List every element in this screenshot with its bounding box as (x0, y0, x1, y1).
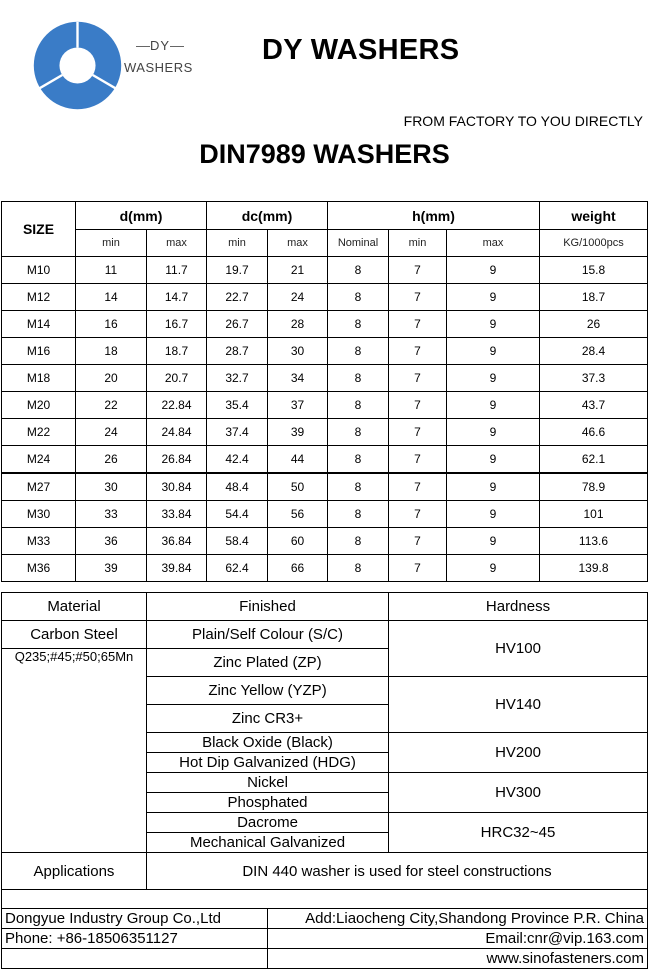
value-cell: 7 (389, 392, 447, 419)
value-cell: 8 (328, 257, 389, 284)
value-cell: 9 (447, 555, 540, 582)
value-cell: 9 (447, 284, 540, 311)
value-cell: 28 (268, 311, 328, 338)
value-cell: 9 (447, 419, 540, 446)
table-row (2, 392, 648, 419)
value-cell: 9 (447, 392, 540, 419)
table-row (2, 365, 648, 392)
value-cell: 8 (328, 473, 389, 501)
finished-header: Finished (147, 593, 389, 621)
material-blank (2, 833, 147, 853)
value-cell: 11.7 (147, 257, 207, 284)
value-cell: 66 (268, 555, 328, 582)
material-blank (2, 773, 147, 793)
value-cell: 7 (389, 338, 447, 365)
value-cell: 20 (76, 365, 147, 392)
hardness-header: Hardness (389, 593, 648, 621)
value-cell: 11 (76, 257, 147, 284)
value-cell: 7 (389, 311, 447, 338)
value-cell: 39 (268, 419, 328, 446)
size-cell: M12 (2, 284, 76, 311)
footer (1, 889, 648, 969)
header-weight: weight (540, 202, 648, 230)
value-cell: 60 (268, 528, 328, 555)
subheader-cell: min (207, 230, 268, 257)
washer-logo-icon (30, 18, 125, 113)
value-cell: 35.4 (207, 392, 268, 419)
tagline: FROM FACTORY TO YOU DIRECTLY (403, 113, 643, 129)
value-cell: 39.84 (147, 555, 207, 582)
value-cell: 7 (389, 501, 447, 528)
header-d: d(mm) (76, 202, 207, 230)
value-cell: 16.7 (147, 311, 207, 338)
size-cell: M22 (2, 419, 76, 446)
value-cell: 7 (389, 473, 447, 501)
value-cell: 8 (328, 311, 389, 338)
value-cell: 36 (76, 528, 147, 555)
company-address: Add:Liaocheng City,Shandong Province P.R. China (268, 909, 648, 929)
subheader-cell: max (447, 230, 540, 257)
value-cell: 43.7 (540, 392, 648, 419)
dimension-table (1, 201, 648, 582)
size-cell: M18 (2, 365, 76, 392)
value-cell: 9 (447, 528, 540, 555)
subheader-cell: min (76, 230, 147, 257)
value-cell: 9 (447, 257, 540, 284)
hardness-value: HV300 (389, 773, 648, 813)
value-cell: 50 (268, 473, 328, 501)
table-row (2, 555, 648, 582)
value-cell: 42.4 (207, 446, 268, 474)
table-row (2, 419, 648, 446)
value-cell: 16 (76, 311, 147, 338)
value-cell: 37 (268, 392, 328, 419)
value-cell: 18.7 (147, 338, 207, 365)
hardness-value: HV200 (389, 733, 648, 773)
finish-item: Plain/Self Colour (S/C) (147, 621, 389, 649)
value-cell: 19.7 (207, 257, 268, 284)
table-row (2, 284, 648, 311)
finish-item: Dacrome (147, 813, 389, 833)
value-cell: 33.84 (147, 501, 207, 528)
value-cell: 22 (76, 392, 147, 419)
value-cell: 30 (76, 473, 147, 501)
table-row (2, 501, 648, 528)
value-cell: 8 (328, 501, 389, 528)
value-cell: 9 (447, 473, 540, 501)
value-cell: 24 (76, 419, 147, 446)
value-cell: 18 (76, 338, 147, 365)
value-cell: 26 (540, 311, 648, 338)
value-cell: 14 (76, 284, 147, 311)
value-cell: 30 (268, 338, 328, 365)
value-cell: 26.84 (147, 446, 207, 474)
finish-item: Zinc Yellow (YZP) (147, 677, 389, 705)
subheader-cell: KG/1000pcs (540, 230, 648, 257)
value-cell: 37.4 (207, 419, 268, 446)
header-dc: dc(mm) (207, 202, 328, 230)
value-cell: 7 (389, 446, 447, 474)
value-cell: 8 (328, 365, 389, 392)
hardness-value: HV140 (389, 677, 648, 733)
footer-spacer (2, 890, 648, 909)
value-cell: 9 (447, 311, 540, 338)
value-cell: 44 (268, 446, 328, 474)
material-blank (2, 813, 147, 833)
table-subheader-row (2, 230, 648, 257)
value-cell: 37.3 (540, 365, 648, 392)
spec-table (1, 592, 648, 890)
size-cell: M16 (2, 338, 76, 365)
hardness-value: HV100 (389, 621, 648, 677)
value-cell: 24 (268, 284, 328, 311)
value-cell: 28.7 (207, 338, 268, 365)
header (0, 0, 649, 200)
subheader-cell: Nominal (328, 230, 389, 257)
value-cell: 139.8 (540, 555, 648, 582)
value-cell: 26.7 (207, 311, 268, 338)
table-row (2, 473, 648, 501)
material-carbon-steel: Carbon Steel (2, 621, 147, 649)
table-row (2, 528, 648, 555)
finish-item: Zinc Plated (ZP) (147, 649, 389, 677)
value-cell: 7 (389, 528, 447, 555)
value-cell: 20.7 (147, 365, 207, 392)
value-cell: 101 (540, 501, 648, 528)
value-cell: 8 (328, 555, 389, 582)
applications-label: Applications (2, 853, 147, 890)
value-cell: 9 (447, 446, 540, 474)
finish-item: Hot Dip Galvanized (HDG) (147, 753, 389, 773)
value-cell: 33 (76, 501, 147, 528)
company-phone: Phone: +86-18506351127 (2, 929, 268, 949)
finish-item: Black Oxide (Black) (147, 733, 389, 753)
finish-item: Mechanical Galvanized (147, 833, 389, 853)
table-row (2, 257, 648, 284)
value-cell: 22.84 (147, 392, 207, 419)
table-row (2, 311, 648, 338)
material-blank (2, 753, 147, 773)
value-cell: 54.4 (207, 501, 268, 528)
footer-blank-cell (2, 949, 268, 969)
value-cell: 8 (328, 284, 389, 311)
table-header-row (2, 202, 648, 230)
value-cell: 8 (328, 338, 389, 365)
material-header: Material (2, 593, 147, 621)
size-cell: M20 (2, 392, 76, 419)
value-cell: 7 (389, 555, 447, 582)
value-cell: 15.8 (540, 257, 648, 284)
value-cell: 34 (268, 365, 328, 392)
size-cell: M33 (2, 528, 76, 555)
size-cell: M24 (2, 446, 76, 474)
value-cell: 8 (328, 528, 389, 555)
finish-item: Zinc CR3+ (147, 705, 389, 733)
value-cell: 26 (76, 446, 147, 474)
subheader-cell: max (147, 230, 207, 257)
value-cell: 7 (389, 257, 447, 284)
logo-text-washers: WASHERS (124, 60, 193, 75)
value-cell: 7 (389, 419, 447, 446)
value-cell: 9 (447, 365, 540, 392)
company-name: Dongyue Industry Group Co.,Ltd (2, 909, 268, 929)
value-cell: 36.84 (147, 528, 207, 555)
value-cell: 14.7 (147, 284, 207, 311)
applications-text: DIN 440 washer is used for steel constructions (147, 853, 648, 890)
size-cell: M14 (2, 311, 76, 338)
value-cell: 22.7 (207, 284, 268, 311)
material-blank (2, 793, 147, 813)
value-cell: 18.7 (540, 284, 648, 311)
value-cell: 32.7 (207, 365, 268, 392)
hardness-value: HRC32~45 (389, 813, 648, 853)
value-cell: 62.4 (207, 555, 268, 582)
value-cell: 8 (328, 446, 389, 474)
value-cell: 48.4 (207, 473, 268, 501)
table-body (2, 257, 648, 582)
size-cell: M27 (2, 473, 76, 501)
size-cell: M30 (2, 501, 76, 528)
header-h: h(mm) (328, 202, 540, 230)
value-cell: 21 (268, 257, 328, 284)
value-cell: 8 (328, 419, 389, 446)
finish-item: Nickel (147, 773, 389, 793)
company-website: www.sinofasteners.com (268, 949, 648, 969)
value-cell: 46.6 (540, 419, 648, 446)
header-size: SIZE (2, 202, 76, 257)
subheader-cell: max (268, 230, 328, 257)
logo-text-dy: DY (120, 38, 200, 53)
size-cell: M10 (2, 257, 76, 284)
value-cell: 30.84 (147, 473, 207, 501)
value-cell: 78.9 (540, 473, 648, 501)
value-cell: 58.4 (207, 528, 268, 555)
value-cell: 113.6 (540, 528, 648, 555)
value-cell: 56 (268, 501, 328, 528)
value-cell: 39 (76, 555, 147, 582)
value-cell: 9 (447, 501, 540, 528)
value-cell: 8 (328, 392, 389, 419)
value-cell: 28.4 (540, 338, 648, 365)
finish-item: Phosphated (147, 793, 389, 813)
table-row (2, 446, 648, 474)
subheader-cell: min (389, 230, 447, 257)
value-cell: 7 (389, 284, 447, 311)
material-grades: Q235;#45;#50;65Mn (2, 649, 147, 753)
value-cell: 62.1 (540, 446, 648, 474)
brand-name: DY WASHERS (262, 34, 460, 66)
value-cell: 9 (447, 338, 540, 365)
value-cell: 24.84 (147, 419, 207, 446)
page-title: DIN7989 WASHERS (199, 139, 450, 169)
size-cell: M36 (2, 555, 76, 582)
company-email: Email:cnr@vip.163.com (268, 929, 648, 949)
value-cell: 7 (389, 365, 447, 392)
table-row (2, 338, 648, 365)
